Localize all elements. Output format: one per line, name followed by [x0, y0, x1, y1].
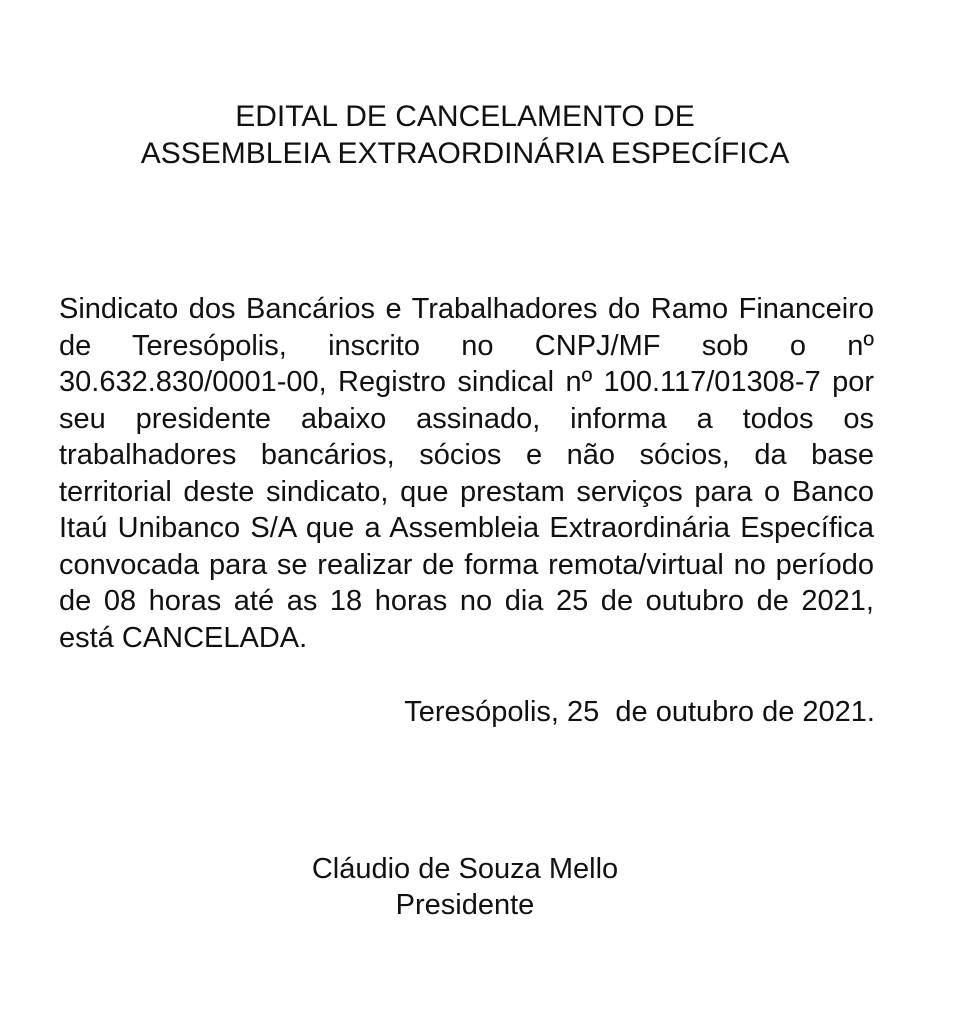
document-title — [0, 98, 930, 172]
signatory-name: Cláudio de Souza Mello — [311, 853, 619, 885]
place-and-date: Teresópolis, 25 de outubro de 2021. — [404, 696, 875, 728]
notice-body: Sindicato dos Bancários e Trabalhadores do Ramo Financeiro de Teresópolis, inscrito no CNPJ/MF sob o nº 30.632.830/0001-00, Registro sindical nº 100.117/01308-7 por seu presidente abaixo assinado, informa a todos os trabalhadores bancários, sócios e não sócios, da base territorial deste sindicato, que prestam serviços para o Banco Itaú Unibanco S/A que a Assembleia Extraordinária Específica convocada para se realizar de forma remota/virtual no período de 08 horas até as 18 horas no dia 25 de outubro de 2021, está CANCELADA. — [59, 293, 874, 654]
signature-block — [0, 851, 930, 923]
title-line-1: EDITAL DE CANCELAMENTO DE — [235, 100, 695, 133]
signatory-role: Presidente — [395, 889, 535, 921]
title-line-2: ASSEMBLEIA EXTRAORDINÁRIA ESPECÍFICA — [140, 137, 790, 170]
